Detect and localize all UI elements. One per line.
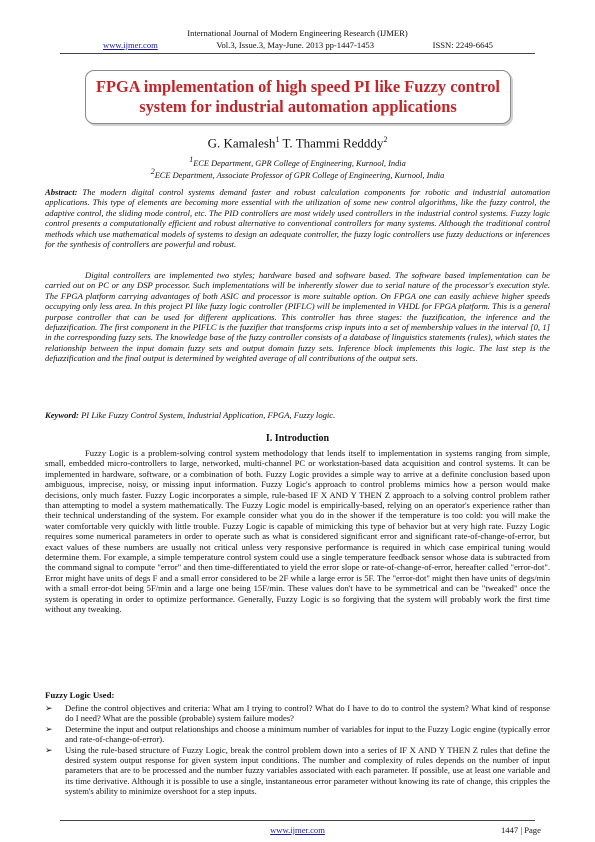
keywords-text: PI Like Fuzzy Control System, Industrial Application, FPGA, Fuzzy logic. <box>81 410 336 420</box>
author-2-sup: 2 <box>383 135 388 144</box>
arrow-bullet-icon: ➢ <box>45 723 53 734</box>
fuzzy-logic-steps-list <box>45 703 550 797</box>
journal-website-link[interactable]: www.ijmer.com <box>103 40 158 50</box>
affiliation-2 <box>0 167 595 180</box>
arrow-bullet-icon: ➢ <box>45 744 53 755</box>
affiliation-1-sup: 1 <box>189 155 194 164</box>
author-1: G. Kamalesh <box>207 135 276 151</box>
fuzzy-logic-used-heading: Fuzzy Logic Used: <box>45 690 115 700</box>
header-rule <box>60 53 535 54</box>
introduction-paragraph <box>45 448 550 615</box>
issn: ISSN: 2249-6645 <box>432 40 493 50</box>
list-item <box>45 745 550 797</box>
footer-rule <box>60 820 535 821</box>
paper-title: FPGA implementation of high speed PI like Fuzzy control system for industrial automation applications <box>96 77 500 116</box>
list-item-text: Define the control objectives and criteria: What am I trying to control? What do I have to do to control the system? What kind of response do I need? What are the possible (probable) system failure modes? <box>65 703 550 724</box>
list-item-text: Determine the input and output relationships and choose a minimum number of variables for input to the Fuzzy Logic engine (typically error and rate-of-change-of-error). <box>65 723 550 745</box>
abstract-text-1: The modern digital control systems demand faster and robust calculation components for robotic and industrial automation applications. This type of elements are becoming more essential with the utilization of some new control algorithms, like the fuzzy control, the adaptive control, the sliding mode control, etc. The PID controllers are most widely used controllers in the industrial control systems. Fuzzy logic control presents a computationally efficient and robust alternative to conventional controllers for many systems. Although the traditional control methods which use mathematical models of systems to design an adequate controller, the fuzzy logic controllers use fuzzy deductions or inferences for the synthesis of controllers are powerful and robust. <box>45 187 550 250</box>
page-number: 1447 | Page <box>501 825 541 835</box>
volume-pages: Vol.3, Issue.3, May-June. 2013 pp-1447-1453 <box>216 40 375 50</box>
list-item <box>45 703 550 724</box>
authors-line <box>0 135 595 151</box>
list-item <box>45 724 550 745</box>
abstract-paragraph-2 <box>45 270 550 364</box>
journal-meta-line <box>103 40 493 50</box>
footer-website-link[interactable]: www.ijmer.com <box>270 825 325 835</box>
list-item-text: Using the rule-based structure of Fuzzy Logic, break the control problem down into a series of IF X AND Y THEN Z rules that define the desired system output response for given system input conditions. The number and complexity of rules depends on the number of input parameters that are to be processed and the number fuzzy variables associated with each parameter. If possible, use at least one variable and its time derivative. Although it is possible to use a single, instantaneous error parameter without knowing its rate of change, this cripples the system's ability to minimize overshoot for a step inputs. <box>65 744 550 797</box>
arrow-bullet-icon: ➢ <box>45 703 53 713</box>
affiliation-2-sup: 2 <box>150 167 155 176</box>
abstract-text-2: Digital controllers are implemented two styles; hardware based and software based. The software based implementation can be carried out on PC or any DSP processor. Such implementations will be inherently slower due to serial nature of the processor's execution style. The FPGA platform carrying advantages of both ASIC and processor is more suitable option. On FPGA one can easily achieve higher speeds occupying only less area. In this project PI like fuzzy logic controller (PIFLC) will be implemented in VHDL for FPGA platform. This is a general purpose controller that can be used for different applications. This controller has three stages: the fuzzification, the inference and the defuzzification. The first component in the PIFLC is the fuzzifier that transforms crisp inputs into a set of membership values in the interval [0, 1] in the corresponding fuzzy sets. The knowledge base of the fuzzy controller consists of a database of linguistics statements (rules), which states the relationship between the input domain fuzzy sets and output domain fuzzy sets. Inference block implements this logic. The last step is the defuzzification and the final output is determined by weighted average of all contributions of the output sets. <box>45 270 550 364</box>
abstract-label: Abstract: <box>45 187 78 197</box>
section-1-heading: I. Introduction <box>265 433 330 444</box>
affiliation-2-text: ECE Department, Associate Professor of GPR College of Engineering, Kurnool, India <box>154 170 445 180</box>
affiliation-1-text: ECE Department, GPR College of Engineering, Kurnool, India <box>193 158 406 168</box>
keywords <box>45 410 550 420</box>
introduction-text: Fuzzy Logic is a problem-solving control system methodology that lends itself to implementation in systems ranging from simple, small, embedded micro-controllers to large, networked, multi-channel PC or workstation-based data acquisition and control systems. It can be implemented in hardware, software, or a combination of both. Fuzzy Logic provides a simple way to arrive at a definite conclusion based upon ambiguous, imprecise, noisy, or missing input information. Fuzzy Logic's approach to control problems mimics how a person would make decisions, only much faster. Fuzzy Logic incorporates a simple, rule-based IF X AND Y THEN Z approach to a solving control problem rather than attempting to model a system mathematically. The Fuzzy Logic model is empirically-based, relying on an operator's experience rather than their technical understanding of the system. For example consider what you do in the shower if the temperature is too cold: you will make the water comfortable very quickly with little trouble. Fuzzy Logic is capable of mimicking this type of behavior but at very high rate. Fuzzy Logic requires some numerical parameters in order to operate such as what is considered significant error and significant rate-of-change-of-error, but exact values of these numbers are usually not critical unless very responsive performance is required in which case empirical tuning would determine them. For example, a simple temperature control system could use a single temperature feedback sensor whose data is subtracted from the command signal to compute "error" and then time-differentiated to yield the error slope or rate-of-change-of-error, hereafter called "error-dot". Error might have units of degs F and a small error considered to be 2F while a large error is 5F. The "error-dot" might then have units of degs/min with a small error-dot being 5F/min and a large one being 15F/min. These values don't have to be symmetrical and can be "tweaked" once the system is operating in order to optimize performance. Generally, Fuzzy Logic is so forgiving that the system will probably work the first time without any tweaking. <box>45 448 550 615</box>
abstract-paragraph-1 <box>45 187 550 249</box>
author-1-sup: 1 <box>275 135 280 144</box>
keywords-label: Keyword: <box>45 410 79 420</box>
journal-name: International Journal of Modern Engineering Research (IJMER) <box>187 28 408 38</box>
affiliation-1 <box>0 155 595 168</box>
author-2: T. Thammi Redddy <box>282 135 384 151</box>
title-box <box>85 70 511 124</box>
